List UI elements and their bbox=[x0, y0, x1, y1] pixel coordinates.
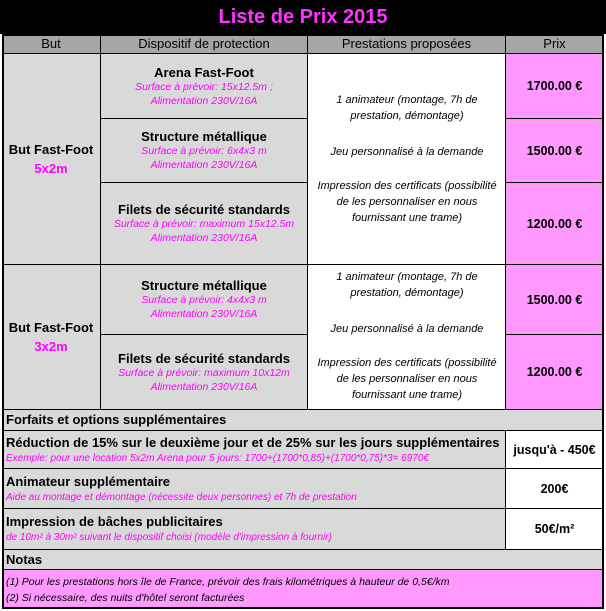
but-3x2-cell bbox=[2, 265, 101, 410]
dispositif-surface: Surface à prévoir: maximum 15x12.5m bbox=[113, 218, 295, 230]
option-title: Réduction de 15% sur le deuxième jour et de 25% sur les jours supplémentaires bbox=[6, 434, 500, 450]
price-value: 1700.00 € bbox=[526, 79, 583, 93]
dispositif-power: Alimentation 230V/16A bbox=[150, 232, 258, 244]
note-line: (1) Pour les prestations hors île de France, prévoir des frais kilométriques à hauteur de 0,5€/km bbox=[6, 576, 450, 588]
service-certificats: Impression des certificats (possibilité de les personnaliser en nous fournissant une trame) bbox=[317, 357, 497, 401]
dispositif-surface: Surface à prévoir: 6x4x3 m bbox=[141, 145, 267, 157]
dispositif-structure bbox=[101, 265, 308, 335]
option-title: Animateur supplémentaire bbox=[6, 473, 170, 489]
dispositif-power: Alimentation 230V/16A bbox=[150, 94, 258, 107]
price-value: 1200.00 € bbox=[526, 216, 583, 231]
but-label: But Fast-Foot bbox=[8, 320, 94, 335]
options-heading-text: Forfaits et options supplémentaires bbox=[6, 412, 227, 427]
option-animateur bbox=[2, 469, 506, 509]
dispositif-power: Alimentation 230V/16A bbox=[150, 308, 258, 320]
option-reduction bbox=[2, 431, 506, 469]
price-value: 1200.00 € bbox=[526, 365, 583, 379]
service-jeu: Jeu personnalisé à la demande bbox=[330, 146, 484, 158]
but-size: 5x2m bbox=[34, 161, 68, 176]
option-title: Impression de bâches publicitaires bbox=[6, 514, 223, 529]
dispositif-name: Structure métallique bbox=[141, 129, 267, 144]
option-price: 50€/m² bbox=[534, 522, 575, 536]
dispositif-arena bbox=[101, 54, 308, 119]
service-jeu: Jeu personnalisé à la demande bbox=[330, 323, 484, 335]
notes-body bbox=[2, 570, 604, 609]
option-description: Exemple: pour une location 5x2m Arena pour 5 jours: 1700+(1700*0,85)+(1700*0,75)*3= 6970€ bbox=[6, 452, 429, 464]
but-label: But Fast-Foot bbox=[8, 142, 94, 157]
dispositif-name: Arena Fast-Foot bbox=[154, 64, 254, 80]
options-heading bbox=[2, 410, 604, 431]
services-cell-5x2 bbox=[308, 54, 506, 265]
dispositif-surface: Surface à prévoir: 15x12.5m ; bbox=[135, 80, 273, 93]
price-cell bbox=[506, 335, 604, 410]
service-animateur: 1 animateur (montage, 7h de prestation, démontage) bbox=[336, 271, 478, 299]
dispositif-name: Filets de sécurité standards bbox=[118, 350, 290, 366]
header-but: But bbox=[2, 34, 101, 54]
note-line: (2) Si nécessaire, des nuits d'hôtel seront facturées bbox=[6, 592, 245, 604]
page-title: Liste de Prix 2015 bbox=[0, 0, 606, 34]
dispositif-power: Alimentation 230V/16A bbox=[150, 159, 258, 171]
option-price: 200€ bbox=[540, 481, 569, 496]
dispositif-filets bbox=[101, 183, 308, 265]
service-animateur: 1 animateur (montage, 7h de prestation, démontage) bbox=[336, 94, 478, 122]
price-cell bbox=[506, 265, 604, 335]
dispositif-name: Structure métallique bbox=[141, 278, 267, 293]
notes-heading-text: Notas bbox=[6, 551, 43, 567]
option-price-cell bbox=[506, 509, 604, 550]
price-cell bbox=[506, 183, 604, 265]
dispositif-surface: Surface à prévoir: 4x4x3 m bbox=[141, 294, 267, 306]
but-size: 3x2m bbox=[34, 339, 68, 354]
option-baches bbox=[2, 509, 506, 550]
but-5x2-cell bbox=[2, 54, 101, 265]
service-certificats: Impression des certificats (possibilité de les personnaliser en nous fournissant une trame) bbox=[317, 180, 497, 224]
dispositif-power: Alimentation 230V/16A bbox=[150, 380, 258, 393]
price-value: 1500.00 € bbox=[526, 143, 583, 158]
price-cell bbox=[506, 54, 604, 119]
header-prestations: Prestations proposées bbox=[308, 34, 506, 54]
option-price: jusqu'à - 450€ bbox=[513, 442, 596, 457]
dispositif-filets bbox=[101, 335, 308, 410]
header-prix: Prix bbox=[506, 34, 604, 54]
dispositif-surface: Surface à prévoir: maximum 10x12m bbox=[118, 366, 290, 379]
price-value: 1500.00 € bbox=[526, 292, 583, 307]
price-cell bbox=[506, 119, 604, 183]
dispositif-structure bbox=[101, 119, 308, 183]
option-price-cell bbox=[506, 469, 604, 509]
option-price-cell bbox=[506, 431, 604, 469]
header-dispositif: Dispositif de protection bbox=[101, 34, 308, 54]
dispositif-name: Filets de sécurité standards bbox=[118, 202, 290, 217]
option-description: de 10m² à 30m² suivant le dispositif choisi (modèle d'impression à fournir) bbox=[6, 532, 332, 543]
option-description: Aide au montage et démontage (nécessite deux personnes) et 7h de prestation bbox=[6, 491, 357, 503]
services-cell-3x2 bbox=[308, 265, 506, 410]
notes-heading bbox=[2, 550, 604, 570]
